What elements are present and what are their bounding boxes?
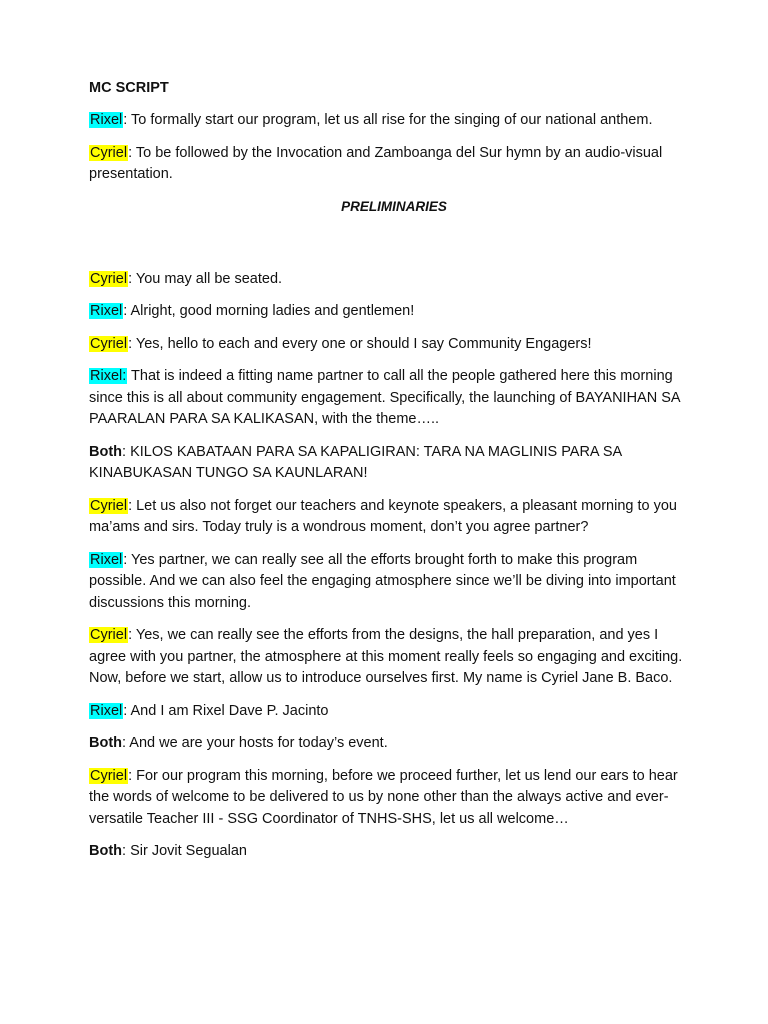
- speaker-colon: :: [123, 702, 128, 719]
- speaker-colon: :: [128, 270, 133, 287]
- script-line: [89, 550, 689, 615]
- speaker-name: Rixel: [90, 112, 123, 128]
- script-line: [89, 334, 689, 356]
- speaker-colon: :: [128, 335, 133, 352]
- script-line: [89, 366, 689, 431]
- line-text: Yes, hello to each and every one or should I say Community Engagers!: [132, 335, 592, 352]
- speaker-colon: :: [122, 843, 127, 859]
- line-text: Let us also not forget our teachers and keynote speakers, a pleasant morning to you ma’ams and sirs. Today truly is a wondrous moment, don’t you agree partner?: [89, 497, 677, 535]
- speaker-name: Both: [89, 735, 123, 751]
- line-text: KILOS KABATAAN PARA SA KAPALIGIRAN: TARA NA MAGLINIS PARA SA KINABUKASAN TUNGO SA KAUNLARAN!: [89, 443, 622, 481]
- script-line: [89, 442, 689, 485]
- line-text: For our program this morning, before we proceed further, let us lend our ears to hear the words of welcome to be delivered to us by none other than the always active and ever-versatile Teacher III - SSG Coordinator of TNHS-SHS, let us all welcome…: [89, 767, 678, 827]
- line-text: To formally start our program, let us all rise for the singing of our national anthem.: [127, 112, 653, 128]
- line-text: And I am Rixel Dave P. Jacinto: [127, 702, 329, 719]
- paragraphs-before: [89, 110, 689, 186]
- script-line: [89, 496, 689, 539]
- document-body: [89, 78, 689, 874]
- line-text: You may all be seated.: [132, 270, 283, 287]
- speaker-name: Cyriel: [90, 497, 128, 514]
- speaker-name: Cyriel: [90, 335, 128, 352]
- speaker-colon: :: [123, 112, 128, 128]
- speaker-colon: :: [123, 303, 128, 319]
- line-text: Yes partner, we can really see all the efforts brought forth to make this program possible. And we can also feel the engaging atmosphere since we’ll be diving into important discussions this morning.: [89, 551, 676, 611]
- script-line: [89, 143, 689, 186]
- line-text: Yes, we can really see the efforts from the designs, the hall preparation, and yes I agree with you partner, the atmosphere at this moment really feels so engaging and exciting. Now, before we start, allow us to introduce ourselves first. My name is Cyriel Jane B. Baco.: [89, 627, 683, 686]
- speaker-name: Both: [89, 443, 123, 460]
- speaker-name: Cyriel: [90, 144, 128, 161]
- speaker-name: Both: [89, 843, 123, 859]
- line-text: Alright, good morning ladies and gentlemen!: [127, 303, 415, 319]
- document-title: MC SCRIPT: [89, 80, 169, 96]
- paragraphs-after: [89, 269, 689, 863]
- speaker-colon: :: [128, 144, 133, 161]
- script-line: [89, 301, 689, 323]
- section-heading: PRELIMINARIES: [341, 198, 447, 214]
- line-text: To be followed by the Invocation and Zamboanga del Sur hymn by an audio-visual presentation.: [89, 144, 663, 182]
- speaker-name: Rixel: [90, 551, 123, 568]
- line-text: And we are your hosts for today’s event.: [126, 735, 388, 751]
- speaker-colon: :: [122, 443, 127, 460]
- script-line: [89, 701, 689, 723]
- script-line: [89, 110, 689, 132]
- line-text: That is indeed a fitting name partner to call all the people gathered here this morning since this is all about community engagement. Specifically, the launching of BAYANIHAN SA PAARALAN PARA SA KALIKASAN, with the theme…..: [89, 368, 680, 427]
- speaker-colon: :: [128, 767, 133, 784]
- script-line: [89, 841, 689, 863]
- speaker-name: Cyriel: [90, 270, 128, 287]
- speaker-colon: :: [122, 735, 127, 751]
- speaker-name: Cyriel: [90, 767, 128, 784]
- script-line: [89, 269, 689, 291]
- script-line: [89, 625, 689, 690]
- speaker-name: Rixel:: [90, 368, 127, 384]
- speaker-name: Rixel: [90, 702, 123, 719]
- line-text: Sir Jovit Segualan: [126, 843, 247, 859]
- speaker-colon: :: [128, 497, 133, 514]
- speaker-colon: :: [128, 627, 133, 643]
- speaker-name: Cyriel: [90, 627, 128, 643]
- script-line: [89, 733, 689, 755]
- script-line: [89, 766, 689, 831]
- speaker-name: Rixel: [90, 303, 123, 319]
- speaker-colon: :: [123, 551, 128, 568]
